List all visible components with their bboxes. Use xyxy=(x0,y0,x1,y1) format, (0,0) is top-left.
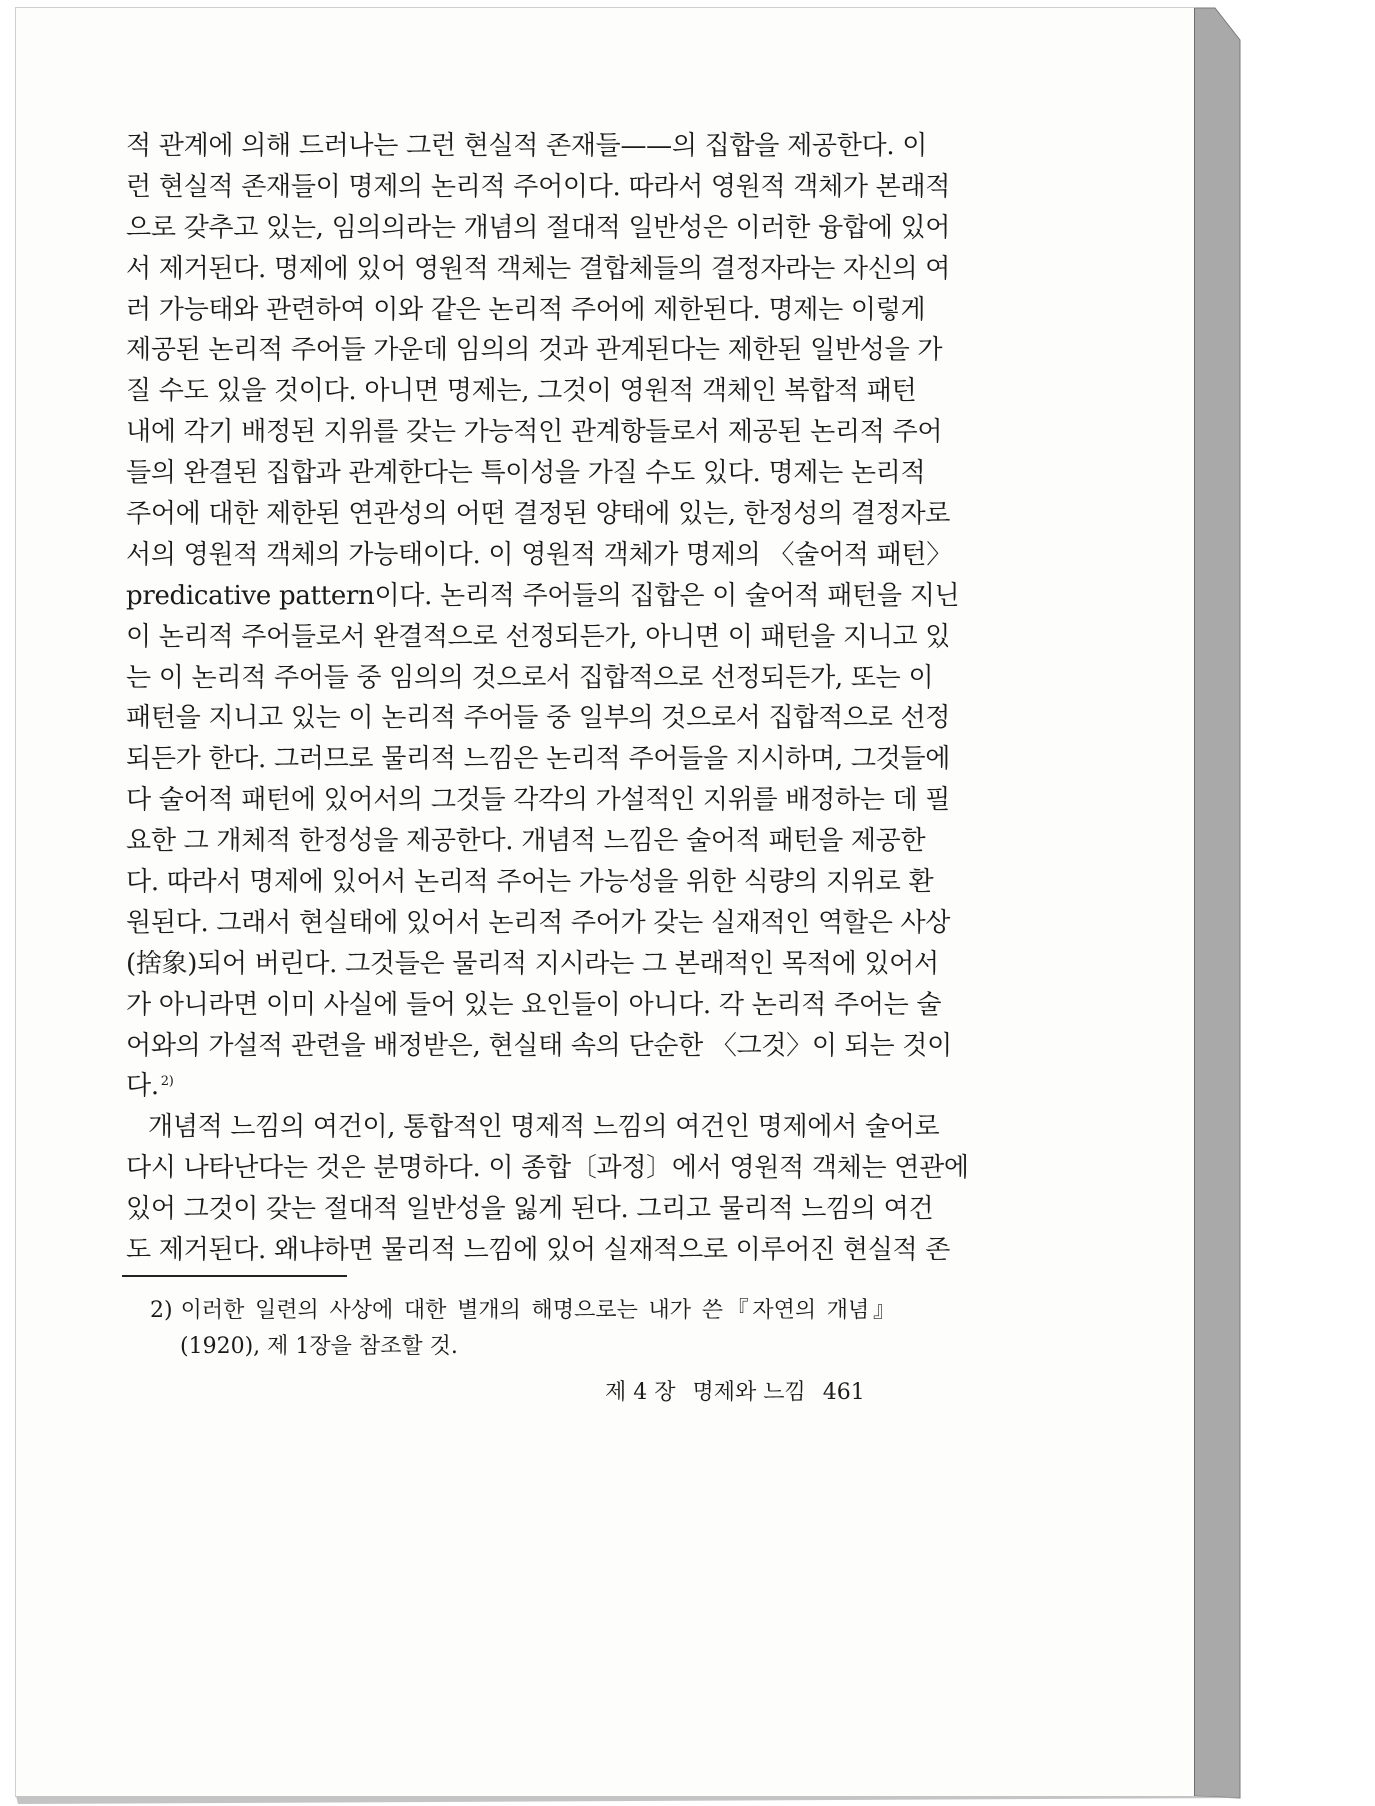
body-line: 서 제거된다. 명제에 있어 영원적 객체는 결합체들의 결정자라는 자신의 여 xyxy=(126,253,951,284)
body-line: 패턴을 지니고 있는 이 논리적 주어들 중 일부의 것으로서 집합적으로 선정 xyxy=(126,703,951,734)
chapter-label: 제 4 장 xyxy=(605,1380,676,1405)
body-line: 이 논리적 주어들로서 완결적으로 선정되든가, 아니면 이 패턴을 지니고 있 xyxy=(126,621,951,652)
body-line: 제공된 논리적 주어들 가운데 임의의 것과 관계된다는 제한된 일반성을 가 xyxy=(126,335,943,366)
body-line: 런 현실적 존재들이 명제의 논리적 주어이다. 따라서 영원적 객체가 본래적 xyxy=(126,171,951,202)
body-text xyxy=(126,126,969,1271)
paragraph2-line: 다시 나타난다는 것은 분명하다. 이 종합〔과정〕에서 영원적 객체는 연관에 xyxy=(126,1153,969,1184)
body-line-last xyxy=(126,1066,891,1107)
paragraph2-line: 있어 그것이 갖는 절대적 일반성을 잃게 된다. 그리고 물리적 느낌의 여건 xyxy=(126,1194,934,1225)
body-line: 원된다. 그래서 현실태에 있어서 논리적 주어가 갖는 실재적인 역할은 사상 xyxy=(126,907,951,938)
running-footer xyxy=(605,1375,875,1406)
footnote-line xyxy=(150,1293,895,1329)
body-line: 는 이 논리적 주어들 중 임의의 것으로서 집합적으로 선정되든가, 또는 이 xyxy=(126,662,934,693)
paragraph2-line: 개념적 느낌의 여건이, 통합적인 명제적 느낌의 여건인 명제에서 술어로 xyxy=(148,1112,940,1143)
page-number: 461 xyxy=(822,1380,865,1405)
footnote-number: 2) xyxy=(150,1298,173,1323)
body-line: 으로 갖추고 있는, 임의의라는 개념의 절대적 일반성은 이러한 융합에 있어 xyxy=(126,212,951,243)
footnote-rule xyxy=(122,1275,347,1277)
body-line: 내에 각기 배정된 지위를 갖는 가능적인 관계항들로서 제공된 논리적 주어 xyxy=(126,417,943,448)
body-line: 다 술어적 패턴에 있어서의 그것들 각각의 가설적인 지위를 배정하는 데 필 xyxy=(126,785,951,816)
body-line: 러 가능태와 관련하여 이와 같은 논리적 주어에 제한된다. 명제는 이렇게 xyxy=(126,294,926,325)
body-line: 적 관계에 의해 드러나는 그런 현실적 존재들——의 집합을 제공한다. 이 xyxy=(126,131,928,161)
body-line: 다. 따라서 명제에 있어서 논리적 주어는 가능성을 위한 식량의 지위로 환 xyxy=(126,867,934,898)
body-line: 되든가 한다. 그러므로 물리적 느낌은 논리적 주어들을 지시하며, 그것들에 xyxy=(126,744,951,775)
chapter-title: 명제와 느낌 xyxy=(692,1380,806,1405)
body-line: 주어에 대한 제한된 연관성의 어떤 결정된 양태에 있는, 한정성의 결정자로 xyxy=(126,499,951,530)
footnote-reference: 2) xyxy=(160,1073,174,1089)
footnote-text: 이러한 일련의 사상에 대한 별개의 해명으로는 내가 쓴『자연의 개념』 xyxy=(180,1298,895,1323)
footnote-line-continued: (1920), 제 1장을 참조할 것. xyxy=(180,1334,458,1359)
body-line: 들의 완결된 집합과 관계한다는 특이성을 가질 수도 있다. 명제는 논리적 xyxy=(126,458,926,489)
body-line: predicative pattern이다. 논리적 주어들의 집합은 이 술어적 패턴을 지닌 xyxy=(126,580,960,611)
body-line: 질 수도 있을 것이다. 아니면 명제는, 그것이 영원적 객체인 복합적 패턴 xyxy=(126,376,917,407)
body-line: 서의 영원적 객체의 가능태이다. 이 영원적 객체가 명제의 〈술어적 패턴〉 xyxy=(126,539,952,570)
body-line-text: 다. xyxy=(126,1071,159,1102)
paragraph2-line: 도 제거된다. 왜냐하면 물리적 느낌에 있어 실재적으로 이루어진 현실적 존 xyxy=(126,1235,951,1266)
footnote-block xyxy=(150,1293,895,1365)
body-line: (捨象)되어 버린다. 그것들은 물리적 지시라는 그 본래적인 목적에 있어서 xyxy=(126,948,939,979)
body-line: 어와의 가설적 관련을 배정받은, 현실태 속의 단순한 〈그것〉이 되는 것이 xyxy=(126,1030,952,1061)
body-line: 요한 그 개체적 한정성을 제공한다. 개념적 느낌은 술어적 패턴을 제공한 xyxy=(126,826,926,857)
body-line: 가 아니라면 이미 사실에 들어 있는 요인들이 아니다. 각 논리적 주어는 술 xyxy=(126,989,942,1020)
